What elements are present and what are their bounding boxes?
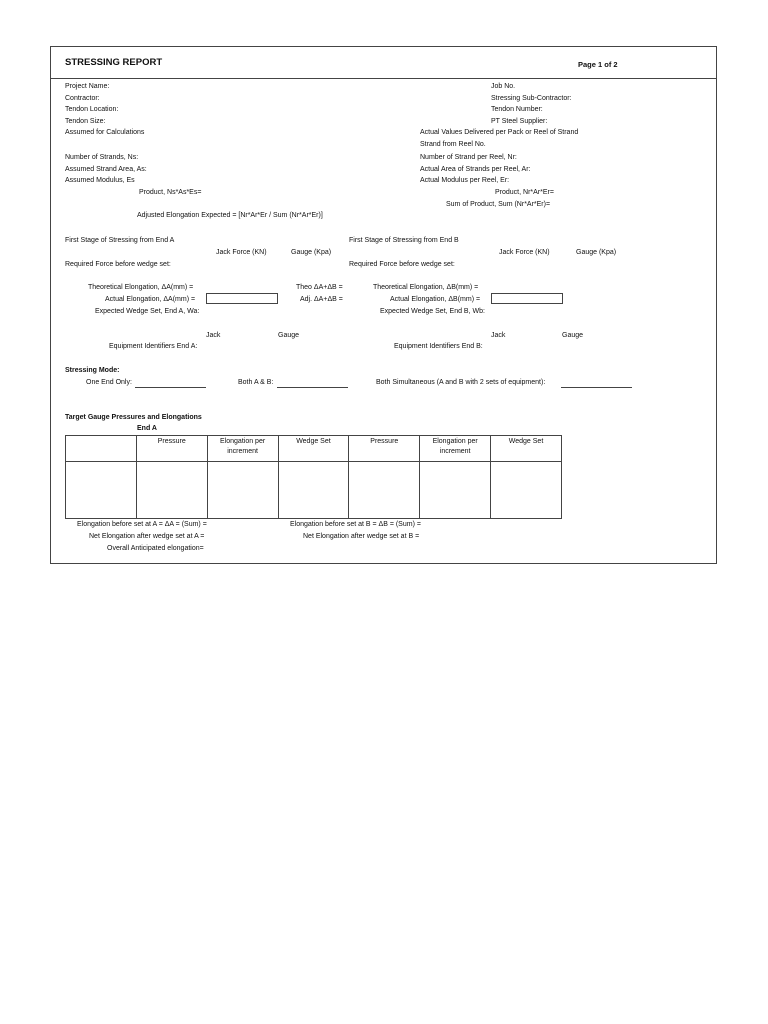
product-a-label: Product, Ns*As*Es=: [139, 189, 202, 196]
gauge2-a-label: Gauge: [278, 332, 300, 339]
table-cell[interactable]: [420, 462, 491, 519]
gauge-a-label: Gauge (Kpa): [291, 249, 332, 256]
sub-contractor-label: Stressing Sub-Contractor:: [491, 95, 572, 102]
table-cell[interactable]: [136, 462, 207, 519]
both-line[interactable]: [277, 387, 348, 388]
num-strand-reel-label: Number of Strand per Reel, Nr:: [420, 154, 517, 161]
header-divider: [51, 78, 716, 79]
modulus-reel-label: Actual Modulus per Reel, Er:: [420, 177, 510, 184]
table-cell[interactable]: [207, 462, 278, 519]
table-header-cell: Wedge Set: [278, 436, 349, 462]
table-header-cell: Wedge Set: [491, 436, 562, 462]
table-cell[interactable]: [349, 462, 420, 519]
product-b-label: Product, Nr*Ar*Er=: [495, 189, 554, 196]
num-strands-label: Number of Strands, Ns:: [65, 154, 139, 161]
table-header-cell: Pressure: [349, 436, 420, 462]
page-indicator: Page 1 of 2: [578, 60, 618, 69]
equipment-a-label: Equipment Identifiers End A:: [109, 343, 198, 350]
assumed-for-calc-label: Assumed for Calculations: [65, 129, 145, 136]
actual-b-input[interactable]: [491, 293, 563, 304]
actual-a-label: Actual Elongation, ΔA(mm) =: [105, 296, 196, 303]
table-row: [66, 462, 562, 519]
stressing-report-sheet: [50, 46, 717, 564]
theo-sum-label: Theo ΔA+ΔB =: [296, 284, 343, 291]
simultaneous-label: Both Simultaneous (A and B with 2 sets of equipment):: [376, 379, 546, 386]
theoretical-b-label: Theoretical Elongation, ΔB(mm) =: [373, 284, 479, 291]
jack-force-a-label: Jack Force (KN): [216, 249, 267, 256]
sum-product-label: Sum of Product, Sum (Nr*Ar*Er)=: [446, 201, 551, 208]
table-header-row: [66, 436, 562, 462]
both-label: Both A & B:: [238, 379, 274, 386]
table-cell[interactable]: [66, 462, 137, 519]
table-cell[interactable]: [278, 462, 349, 519]
adjusted-elongation-label: Adjusted Elongation Expected = [Nr*Ar*Er / Sum (Nr*Ar*Er)]: [137, 212, 323, 219]
jack-b-label: Jack: [491, 332, 506, 339]
strand-area-label: Assumed Strand Area, As:: [65, 166, 147, 173]
one-end-line[interactable]: [135, 387, 206, 388]
table-header-cell: Elongation per increment: [420, 436, 491, 462]
theoretical-a-label: Theoretical Elongation, ΔA(mm) =: [88, 284, 194, 291]
table-header-cell: Elongation per increment: [207, 436, 278, 462]
table-cell[interactable]: [491, 462, 562, 519]
first-stage-a-label: First Stage of Stressing from End A: [65, 237, 175, 244]
tendon-size-label: Tendon Size:: [65, 118, 106, 125]
gauge-b-label: Gauge (Kpa): [576, 249, 617, 256]
tendon-location-label: Tendon Location:: [65, 106, 119, 113]
pt-supplier-label: PT Steel Supplier:: [491, 118, 548, 125]
net-b-label: Net Elongation after wedge set at B =: [303, 533, 420, 540]
actual-b-label: Actual Elongation, ΔB(mm) =: [390, 296, 481, 303]
adj-sum-label: Adj. ΔA+ΔB =: [300, 296, 343, 303]
modulus-label: Assumed Modulus, Es: [65, 177, 135, 184]
net-a-label: Net Elongation after wedge set at A =: [89, 533, 205, 540]
required-force-a-label: Required Force before wedge set:: [65, 261, 171, 268]
overall-label: Overall Anticipated elongation=: [107, 545, 204, 552]
actual-values-label: Actual Values Delivered per Pack or Reel of Strand: [420, 129, 579, 136]
stressing-mode-heading: Stressing Mode:: [65, 367, 120, 374]
targets-table: [65, 435, 562, 519]
area-reel-label: Actual Area of Strands per Reel, Ar:: [420, 166, 531, 173]
job-no-label: Job No.: [491, 83, 516, 90]
actual-a-input[interactable]: [206, 293, 278, 304]
first-stage-b-label: First Stage of Stressing from End B: [349, 237, 459, 244]
table-header-cell: [66, 436, 137, 462]
targets-heading: Target Gauge Pressures and Elongations: [65, 414, 202, 421]
strand-reel-label: Strand from Reel No.: [420, 141, 486, 148]
contractor-label: Contractor:: [65, 95, 100, 102]
targets-end-a: End A: [137, 425, 157, 432]
table-header-cell: Pressure: [136, 436, 207, 462]
before-set-a-label: Elongation before set at A = ΔA = (Sum) =: [77, 521, 207, 528]
simultaneous-line[interactable]: [561, 387, 632, 388]
before-set-b-label: Elongation before set at B = ΔB = (Sum) =: [290, 521, 421, 528]
project-name-label: Project Name:: [65, 83, 110, 90]
wedge-set-b-label: Expected Wedge Set, End B, Wb:: [380, 308, 485, 315]
report-title: STRESSING REPORT: [65, 57, 163, 68]
jack-a-label: Jack: [206, 332, 221, 339]
one-end-label: One End Only:: [86, 379, 132, 386]
wedge-set-a-label: Expected Wedge Set, End A, Wa:: [95, 308, 200, 315]
equipment-b-label: Equipment Identifiers End B:: [394, 343, 483, 350]
required-force-b-label: Required Force before wedge set:: [349, 261, 455, 268]
tendon-number-label: Tendon Number:: [491, 106, 543, 113]
jack-force-b-label: Jack Force (KN): [499, 249, 550, 256]
gauge2-b-label: Gauge: [562, 332, 584, 339]
